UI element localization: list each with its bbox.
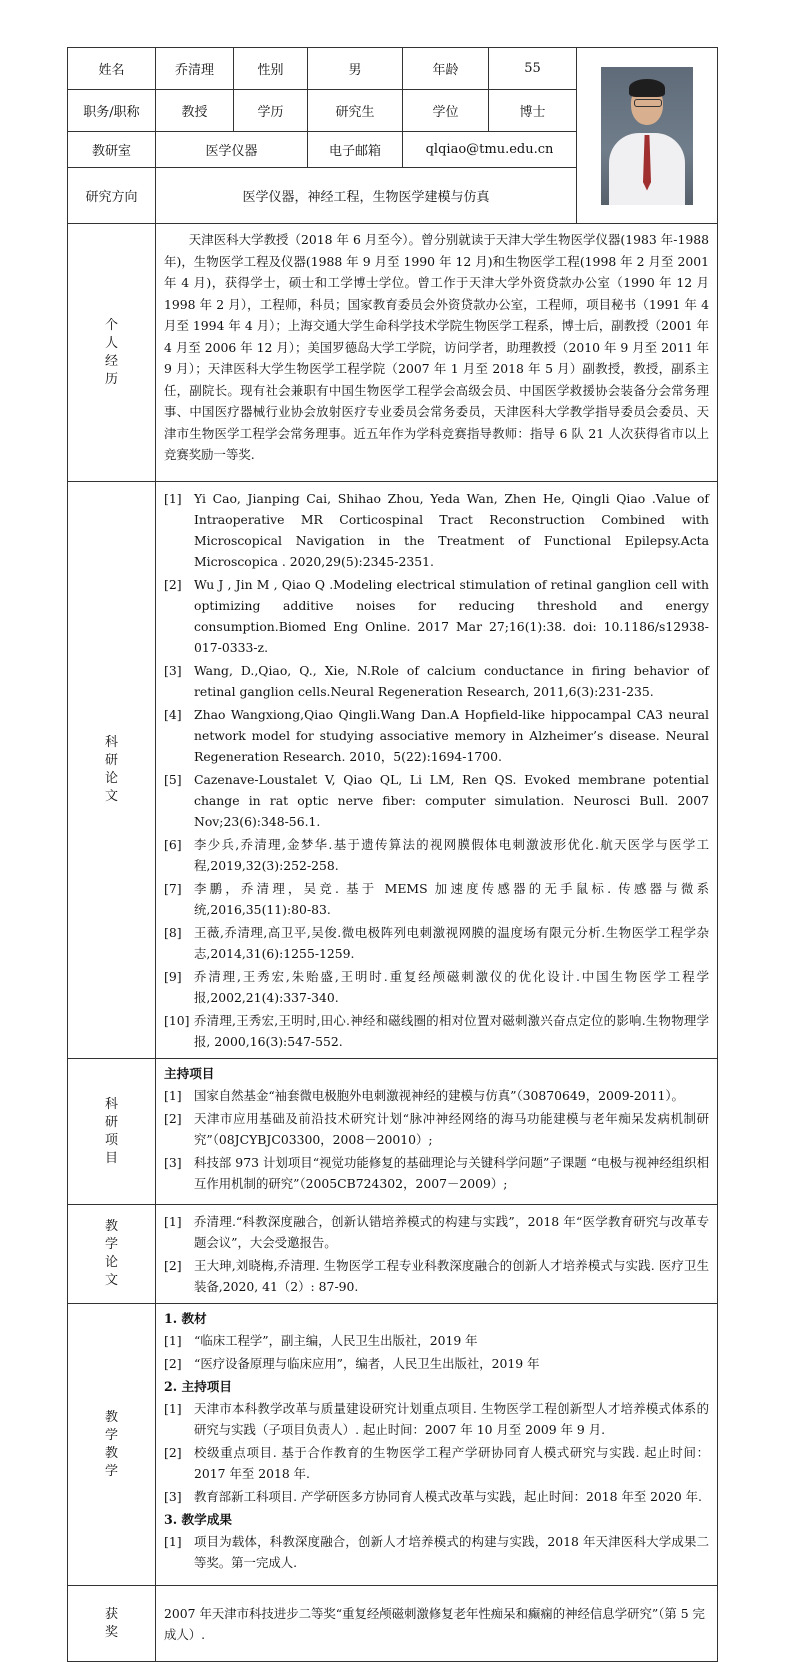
teaching-sec2-heading: 2. 主持项目 <box>164 1379 232 1394</box>
teaching-project-list <box>156 1398 717 1507</box>
gender-value: 男 <box>308 48 403 90</box>
list-item: [9] 乔清理,王秀宏,朱贻盛,王明时.重复经颅磁刺激仪的优化设计.中国生物医学工程学报,2002,21(4):337-340. <box>164 969 709 1005</box>
projects-label: 科 研 项 目 <box>68 1059 156 1205</box>
teaching-papers-label: 教 学 论 文 <box>68 1205 156 1304</box>
projects-cell <box>156 1059 718 1205</box>
list-item: [1] Yi Cao, Jianping Cai, Shihao Zhou, Yeda Wan, Zhen He, Qingli Qiao .Value of Intraoperative MR Corticospinal Tract Reconstruction Combined with Microscopical Navigation in the Treatment of Functional Epilepsy.Acta Microscopica . 2020,29(5):2345-2351. <box>164 491 709 569</box>
list-item: [2] “医疗设备原理与临床应用”，编者，人民卫生出版社，2019 年 <box>164 1356 540 1371</box>
teaching-sec1-heading: 1. 教材 <box>164 1311 207 1326</box>
name-label: 姓名 <box>68 48 156 90</box>
list-item: [1] 项目为载体，科教深度融合，创新人才培养模式的构建与实践，2018 年天津医科大学成果二等奖。第一完成人. <box>164 1534 709 1570</box>
list-item: [10] 乔清理,王秀宏,王明时,田心.神经和磁线圈的相对位置对磁刺激兴奋点定位的影响.生物物理学报, 2000,16(3):547-552. <box>164 1013 709 1049</box>
list-item: [5] Cazenave-Loustalet V, Qiao QL, Li LM, Ren QS. Evoked membrane potential change in rat optic nerve fiber: computer simulation. Neurosci Bull. 2007 Nov;23(6):348-56.1. <box>164 772 709 829</box>
papers-cell <box>156 482 718 1059</box>
list-item: [1] 天津市本科教学改革与质量建设研究计划重点项目. 生物医学工程创新型人才培养模式体系的研究与实践（子项目负责人）. 起止时间：2007 年 10 月至 2009 年 9 月. <box>164 1401 709 1437</box>
age-label: 年龄 <box>403 48 489 90</box>
office-value: 医学仪器 <box>156 132 308 168</box>
projects-list <box>156 1085 717 1200</box>
textbook-list <box>156 1330 717 1374</box>
awards-label: 获 奖 <box>68 1586 156 1662</box>
awards-cell <box>156 1586 718 1662</box>
age-value: 55 <box>489 48 577 90</box>
list-item: [1] 国家自然基金“袖套微电极胞外电刺激视神经的建模与仿真”（30870649，2009-2011）。 <box>164 1088 684 1103</box>
list-item: [4] Zhao Wangxiong,Qiao Qingli.Wang Dan.A Hopfield-like hippocampal CA3 neural network model for studying associative memory in Alzheimer’s disease. Neural Regeneration Research. 2010，5(22):1694-1700. <box>164 707 709 764</box>
email-label: 电子邮箱 <box>308 132 403 168</box>
experience-cell <box>156 224 718 482</box>
edu-value: 研究生 <box>308 90 403 132</box>
research-value: 医学仪器，神经工程，生物医学建模与仿真 <box>156 168 577 224</box>
name-value: 乔清理 <box>156 48 234 90</box>
papers-list <box>156 482 717 1058</box>
teaching-cell <box>156 1304 718 1586</box>
papers-label: 科 研 论 文 <box>68 482 156 1059</box>
experience-text: 天津医科大学教授（2018 年 6 月至今）。曾分别就读于天津大学生物医学仪器(1983 年-1988 年)，生物医学工程及仪器(1988 年 9 月至 1990 年 12 月)和生物医学工程(1998 年 2 月至 2001 年 4 月)，获得学士，硕士和工学博士学位。曾工作于天津大学外资贷款办公室（1990 年 12 月 1998 年 2 月），工程师，科员；国家教育委员会外资贷款办公室，工程师，项目秘书（1991 年 4 月至 1994 年 4 月）；上海交通大学生命科学技术学院生物医学工程系，博士后，副教授（2001 年 4 月至 2006 年 12 月）；美国罗德岛大学工学院，访问学者，助理教授（2010 年 9 月至 2011 年 9 月）；天津医科大学生物医学工程学院（2007 年 1 月至 2018 年 5 月）副教授，教授，副系主任，副院长。现有社会兼职有中国生物医学工程学会高级会员、中国医学救援协会装备分会常务理事、中国医疗器械行业协会放射医疗专业委员会常务委员，天津医科大学教学指导委员会委员、天津市生物医学工程学会常务理事。近五年作为学科竞赛指导教师：指导 6 队 21 人次获得省市以上竞赛奖励一等奖. <box>164 232 709 462</box>
projects-heading: 主持项目 <box>164 1066 215 1081</box>
teaching-label: 教 学 教 学 <box>68 1304 156 1586</box>
teaching-sec3-heading: 3. 教学成果 <box>164 1512 232 1527</box>
degree-value: 博士 <box>489 90 577 132</box>
list-item: [7] 李鹏，乔清理，吴竞. 基于 MEMS 加速度传感器的无手鼠标. 传感器与微系统,2016,35(11):80-83. <box>164 881 709 917</box>
gender-label: 性别 <box>234 48 308 90</box>
list-item: [2] 天津市应用基础及前沿技术研究计划“脉冲神经网络的海马功能建模与老年痴呆发病机制研究”（08JCYBJC03300，2008－20010）; <box>164 1111 709 1147</box>
list-item: [1] 乔清理.“科教深度融合，创新认错培养模式的构建与实践”，2018 年“医学教育研究与改革专题会议”，大会受邀报告。 <box>164 1214 709 1250</box>
list-item: [3] Wang, D.,Qiao, Q., Xie, N.Role of calcium conductance in firing behavior of retinal ganglion cells.Neural Regeneration Research, 2011,6(3):231-235. <box>164 663 709 699</box>
list-item: [2] 校级重点项目. 基于合作教育的生物医学工程产学研协同育人模式研究与实践. 起止时间：2017 年至 2018 年. <box>164 1445 709 1481</box>
list-item: [3] 教育部新工科项目. 产学研医多方协同育人模式改革与实践，起止时间：2018 年至 2020 年. <box>164 1489 702 1504</box>
teaching-papers-list <box>156 1205 717 1303</box>
experience-label: 个 人 经 历 <box>68 224 156 482</box>
list-item: [3] 科技部 973 计划项目“视觉功能修复的基础理论与关键科学问题”子课题 “电极与视神经组织相互作用机制的研究”（2005CB724302，2007－2009）; <box>164 1155 709 1191</box>
research-label: 研究方向 <box>68 168 156 224</box>
list-item: [1] “临床工程学”，副主编，人民卫生出版社，2019 年 <box>164 1333 478 1348</box>
awards-text: 2007 年天津市科技进步二等奖“重复经颅磁刺激修复老年性痴呆和癫痫的神经信息学研究”（第 5 完成人）. <box>164 1605 705 1642</box>
teaching-achievement-list <box>156 1531 717 1573</box>
title-label: 职务/职称 <box>68 90 156 132</box>
office-label: 教研室 <box>68 132 156 168</box>
title-value: 教授 <box>156 90 234 132</box>
email-value: qlqiao@tmu.edu.cn <box>403 132 577 168</box>
teaching-papers-cell <box>156 1205 718 1304</box>
photo-cell <box>577 48 718 224</box>
degree-label: 学位 <box>403 90 489 132</box>
list-item: [2] Wu J , Jin M , Qiao Q .Modeling electrical stimulation of retinal ganglion cell with optimizing additive noises for reducing threshold and energy consumption.Biomed Eng Online. 2017 Mar 27;16(1):38. doi: 10.1186/s12938-017-0333-z. <box>164 577 709 655</box>
portrait-photo <box>601 67 693 205</box>
list-item: [8] 王薇,乔清理,高卫平,吴俊.微电极阵列电刺激视网膜的温度场有限元分析.生物医学工程学杂志,2014,31(6):1255-1259. <box>164 925 709 961</box>
edu-label: 学历 <box>234 90 308 132</box>
cv-table <box>67 47 718 1662</box>
list-item: [2] 王大珅,刘晓梅,乔清理. 生物医学工程专业科教深度融合的创新人才培养模式与实践. 医疗卫生装备,2020, 41（2）: 87-90. <box>164 1258 709 1294</box>
list-item: [6] 李少兵,乔清理,金梦华.基于遗传算法的视网膜假体电刺激波形优化.航天医学与医学工程,2019,32(3):252-258. <box>164 837 709 873</box>
